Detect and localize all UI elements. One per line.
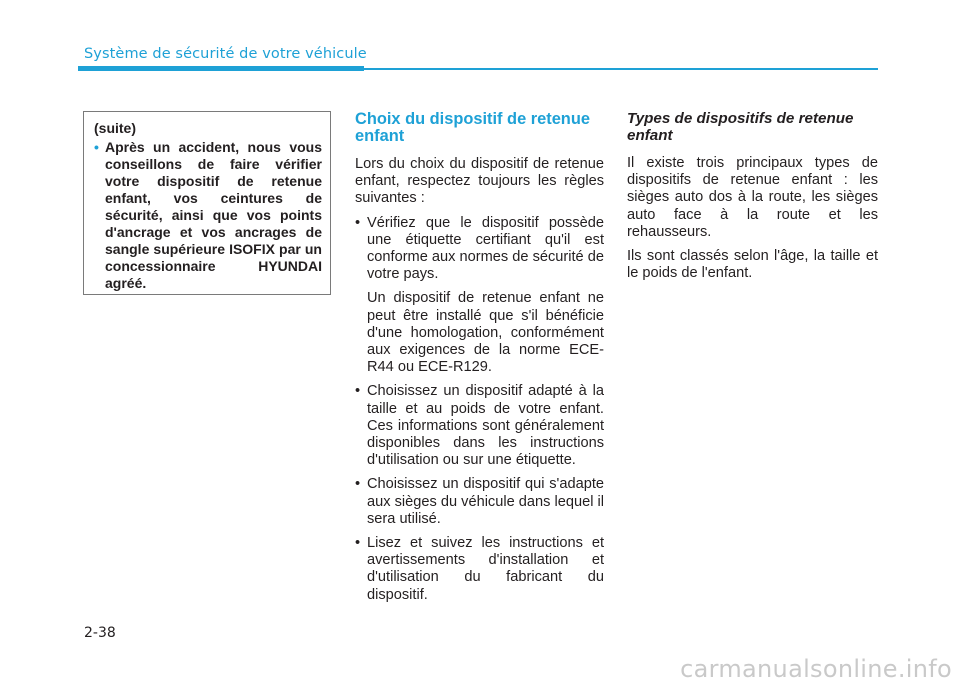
bullet-icon: • (94, 139, 99, 155)
list-item-text: Choisissez un dispositif qui s'adapte aux sièges du véhicule dans lequel il sera utilisé. (367, 476, 604, 527)
choice-intro-paragraph: Lors du choix du dispositif de retenue enfant, respectez toujours les règles suivantes : (355, 156, 604, 207)
list-item (355, 383, 604, 469)
bullet-icon: • (355, 383, 361, 400)
list-item-text: Vérifiez que le dispositif possède une étiquette certifiant qu'il est conforme aux normes de sécurité de votre pays. (367, 214, 604, 283)
choice-rules-list (355, 215, 604, 604)
page-number: 2-38 (84, 625, 116, 641)
bullet-icon: • (355, 535, 361, 552)
header-rule-line (364, 68, 878, 70)
section-header-title: Système de sécurité de votre véhicule (84, 46, 367, 62)
list-item (355, 535, 604, 604)
notice-heading: (suite) (94, 120, 136, 136)
list-item (355, 215, 604, 284)
types-section-title: Types de dispositifs de retenue enfant (627, 110, 854, 144)
list-item-text: Lisez et suivez les instructions et avertissements d'installation et d'utilisation du fabricant du dispositif. (367, 535, 604, 603)
bullet-icon: • (355, 476, 361, 493)
choice-section-title: Choix du dispositif de retenue enfant (355, 110, 590, 145)
header-accent-bar (78, 66, 364, 71)
notice-item (94, 139, 322, 292)
list-item-text: Choisissez un dispositif adapté à la taille et au poids de votre enfant. Ces informations sont généralement disponibles dans les instructions d'utilisation ou sur une étiquette. (367, 383, 604, 469)
types-paragraph-1: Il existe trois principaux types de dispositifs de retenue enfant : les sièges auto dos à la route, les sièges auto face à la route et les rehausseurs. (627, 155, 878, 240)
choice-section (355, 111, 604, 611)
types-section (627, 111, 878, 289)
watermark-text: carmanualsonline.info (680, 655, 952, 683)
types-paragraph-2: Ils sont classés selon l'âge, la taille et le poids de l'enfant. (627, 248, 878, 282)
list-item-subparagraph: Un dispositif de retenue enfant ne peut être installé que s'il bénéficie d'une homologation, conformément aux exigences de la norme ECE-R44 ou ECE-R129. (367, 290, 604, 376)
bullet-icon: • (355, 214, 361, 231)
notice-text: Après un accident, nous vous conseillons de faire vérifier votre dispositif de retenue enfant, vos ceintures de sécurité, ainsi que vos points d'ancrage et vos ancrages de sangle supérieure ISOFIX par un concessionnaire HYUNDAI agréé. (105, 139, 322, 291)
notice-box (83, 111, 331, 295)
list-item (355, 476, 604, 528)
